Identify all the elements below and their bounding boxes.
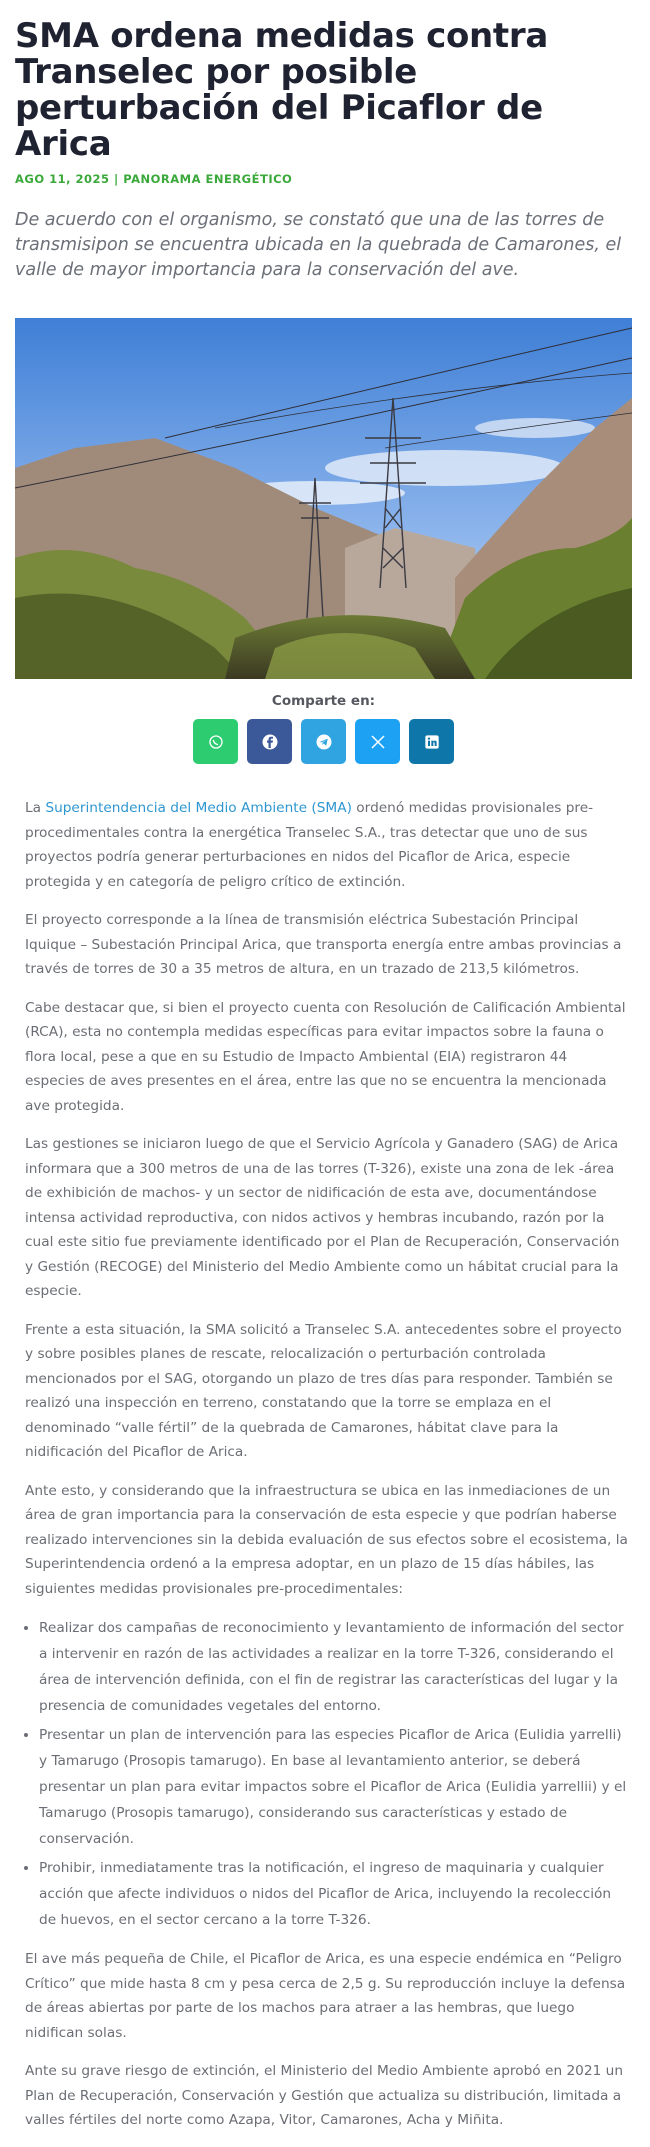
article-title: SMA ordena medidas contra Transelec por posible perturbación del Picaflor de Arica (15, 16, 548, 164)
paragraph: Las gestiones se iniciaron luego de que el Servicio Agrícola y Ganadero (SAG) de Arica informara que a 300 metros de una de las torres (T-326), existe una zona de lek -área de exhibición de machos- y un sector de nidificación de esta ave, documentándose intensa actividad reproductiva, con nidos activos y hembras incubando, razón por la cual este sitio fue previamente identificado por el Plan de Recuperación, Conservación y Gestión (RECOGE) del Ministerio del Medio Ambiente como un hábitat crucial para la especie. (25, 1136, 620, 1299)
paragraph: El ave más pequeña de Chile, el Picaflor de Arica, es una especie endémica en “Peligro Crítico” que mide hasta 8 cm y pesa cerca de 2,5 g. Su reproducción incluye la defensa de áreas abiertas por parte de los machos para atraer a las hembras, que luego nidifican solas. (25, 1951, 626, 2041)
list-item: • Prohibir, inmediatamente tras la notificación, el ingreso de maquinaria y cualquier acción que afecte individuos o nidos del Picaflor de Arica, incluyendo la recolección de huevos, en el sector cercano a la torre T-326. (39, 1855, 628, 1933)
share-facebook-button[interactable] (247, 719, 292, 764)
paragraph-text: ordenó medidas provisionales pre-procedimentales contra la energética Transelec S.A., tras detectar que uno de sus proyectos podría generar perturbaciones en nidos del Picaflor de Arica, especie protegida y en categoría de peligro crítico de extinción. (25, 800, 594, 890)
paragraph: Frente a esta situación, la SMA solicitó a Transelec S.A. antecedentes sobre el proyecto y sobre posibles planes de rescate, relocalización o perturbación controlada mencionados por el SAG, otorgando un plazo de tres días para responder. También se realizó una inspección en terreno, constatando que la torre se emplaza en el denominado “valle fértil” de la quebrada de Camarones, hábitat clave para la nidificación del Picaflor de Arica. (25, 1321, 622, 1460)
share-telegram-button[interactable] (301, 719, 346, 764)
share-x-button[interactable] (355, 719, 400, 764)
list-item: • Realizar dos campañas de reconocimiento y levantamiento de información del sector a intervenir en razón de las actividades a realizar en la torre T-326, considerando el área de intervención definida, con el fin de registrar las características del lugar y la presencia de comunidades vegetales del entorno. (39, 1615, 628, 1719)
paragraph-text: La (25, 800, 46, 816)
whatsapp-icon (208, 734, 224, 750)
hero-image (15, 318, 632, 679)
paragraph (25, 796, 628, 894)
measures-list (25, 1615, 628, 1933)
x-icon (369, 733, 387, 751)
telegram-icon (315, 733, 333, 751)
share-linkedin-button[interactable] (409, 719, 454, 764)
paragraph: Cabe destacar que, si bien el proyecto cuenta con Resolución de Calificación Ambiental (RCA), esta no contempla medidas específicas para evitar impactos sobre la fauna o flora local, pese a que en su Estudio de Impacto Ambiental (EIA) registraron 44 especies de aves presentes en el área, entre las que no se encuentra la mencionada ave protegida. (25, 999, 626, 1114)
share-label: Comparte en: (271, 693, 376, 709)
paragraph: Ante esto, y considerando que la infraestructura se ubica en las inmediaciones de un área de gran importancia para la conservación de esta especie y que podrían haberse realizado intervenciones sin la debida evaluación de sus efectos sobre el ecosistema, la Superintendencia ordenó a la empresa adoptar, en un plazo de 15 días hábiles, las siguientes medidas provisionales pre-procedimentales: (25, 1482, 628, 1597)
article-meta: AGO 11, 2025 | PANORAMA ENERGÉTICO (15, 172, 293, 186)
valley-photo (15, 318, 632, 679)
facebook-icon (261, 733, 279, 751)
paragraph: Ante su grave riesgo de extinción, el Ministerio del Medio Ambiente aprobó en 2021 un Plan de Recuperación, Conservación y Gestión que actualiza su distribución, limitada a valles fértiles del norte como Azapa, Vitor, Camarones, Acha y Miñita. (25, 2063, 624, 2128)
sma-link[interactable]: Superintendencia del Medio Ambiente (SMA) (45, 800, 352, 816)
article-lead: De acuerdo con el organismo, se constató que una de las torres de transmisipon se encuentra ubicada en la quebrada de Camarones, el valle de mayor importancia para la conservación del ave. (15, 210, 622, 280)
paragraph: El proyecto corresponde a la línea de transmisión eléctrica Subestación Principal Iquique – Subestación Principal Arica, que transporta energía entre ambas provincias a través de torres de 30 a 35 metros de altura, en un trazado de 213,5 kilómetros. (25, 912, 622, 977)
linkedin-icon (424, 734, 440, 750)
share-whatsapp-button[interactable] (193, 719, 238, 764)
article (15, 18, 632, 2147)
share-buttons (15, 719, 632, 764)
list-item: • Presentar un plan de intervención para las especies Picaflor de Arica (Eulidia yarrelli) y Tamarugo (Prosopis tamarugo). En base al levantamiento anterior, se deberá presentar un plan para evitar impactos sobre el Picaflor de Arica (Eulidia yarrellii) y el Tamarugo (Prosopis tamarugo), considerando sus características y estado de conservación. (39, 1722, 628, 1852)
article-body (15, 796, 632, 2133)
